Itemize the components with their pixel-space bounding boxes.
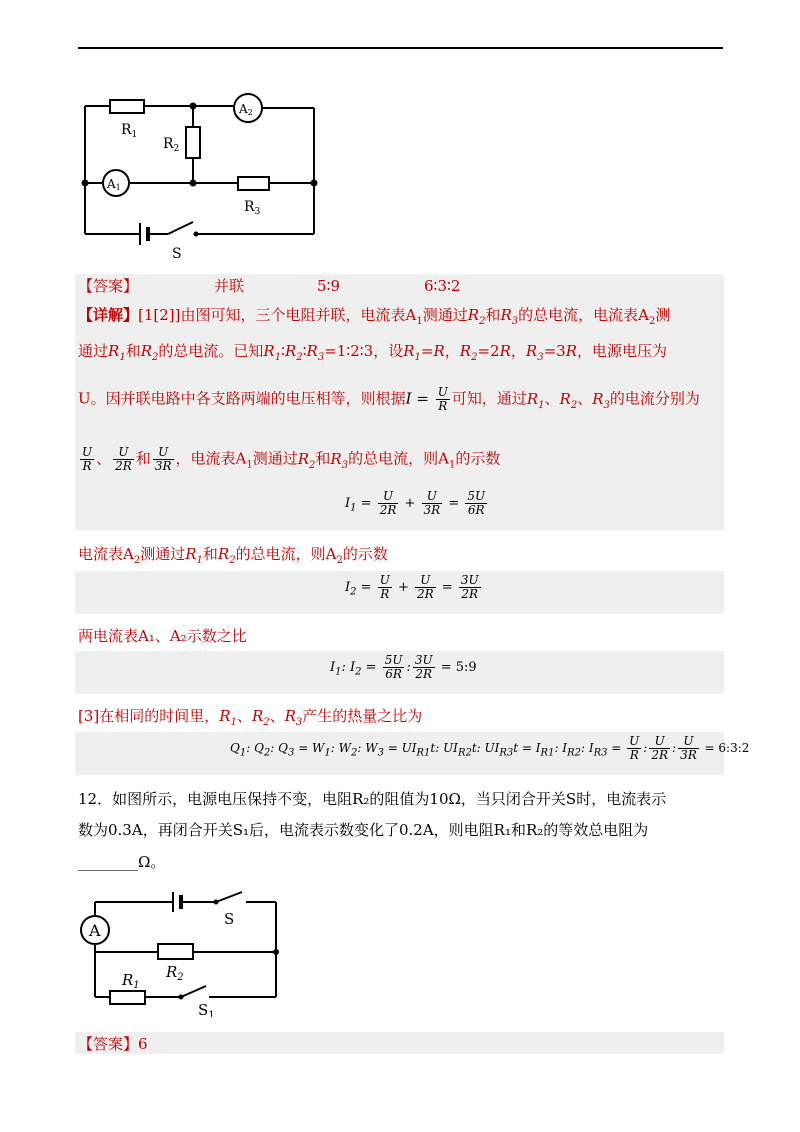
answer-2-label: 【答案】 — [78, 1035, 139, 1053]
ammeter-a-label: A — [89, 921, 101, 940]
a2-label: A2 — [239, 102, 253, 117]
r2-label: $R_2$ — [163, 136, 180, 154]
a1-label: A1 — [107, 177, 121, 192]
ratio-result: 5:9 — [455, 660, 477, 675]
answer-value-1: 并联 — [214, 277, 245, 295]
detail-label: 【详解】 — [78, 306, 139, 324]
switch-s-label: S — [224, 910, 235, 928]
detail-line-1: 【详解】[1[2]]由图可知，三个电阻并联，电流表$A_1$测通过$R_2$和$R_3$的总电流，电流表$A_2$测 — [78, 306, 671, 327]
detail-line-2: 通过$R_1$和$R_2$的总电流。已知$R_1∶R_2∶R_3=1∶2∶3$，设$R_1=R$，$R_2=2R$，$R_3=3R$，电源电压为 — [78, 342, 668, 363]
answer-2 — [78, 1034, 148, 1054]
answer-1 — [78, 276, 461, 296]
r1-label-2: $R_1$ — [122, 971, 140, 991]
answer-label: 【答案】 — [78, 277, 139, 295]
q12-line-3: ________Ω。 — [78, 853, 166, 871]
q12-line-2: 数为0.3A，再闭合开关S₁后，电流表示数变化了0.2A，则电阻R₁和R₂的等效总电阻为 — [78, 821, 649, 839]
ratio-text: 两电流表A₁、A₂示数之比 — [78, 627, 247, 645]
answer-value-3: 6∶3∶2 — [424, 277, 461, 295]
header-rule — [78, 47, 723, 49]
answer-2-value: 6 — [138, 1035, 148, 1053]
s-label: S — [172, 246, 182, 262]
r1-label: $R_1$ — [121, 122, 138, 140]
circuit-diagram-1 — [78, 92, 328, 262]
r2-label-2: $R_2$ — [166, 963, 184, 983]
equation-i1: $I_1$ = $\frac{U}{2R}$ + $\frac{U}{3R}$ = $\frac{5U}{6R}$ — [345, 489, 486, 517]
detail-line-4: $\frac{U}{R}$ 、 $\frac{U}{2R}$ 和 $\frac{U}{3R}$ ，电流表$A_1$测通过$R_2$和$R_3$的总电流，则$A_1$的示数 — [82, 445, 501, 473]
heat-text: [3]在相同的时间里，$R_1$、$R_2$、$R_3$产生的热量之比为 — [78, 707, 423, 728]
answer-2-block — [75, 1032, 724, 1054]
equation-ratio: $I_1$: $I_2$ = $\frac{5U}{6R}$ : $\frac{3U}{2R}$ = 5:9 — [330, 653, 477, 681]
switch-s1-label: $S_1$ — [198, 1001, 215, 1017]
circuit-diagram-2 — [78, 882, 283, 1017]
r3-label: $R_3$ — [244, 199, 261, 217]
q12-line-1: 12．如图所示，电源电压保持不变，电阻R₂的阻值为10Ω，当只闭合开关S时，电流表示 — [78, 790, 667, 808]
equation-heat: $Q_1$: $Q_2$: $Q_3 = W_1$: $W_2$: $W_3 = UI_{R1}t$: $UI_{R2}t$: $UI_{R3}t = I_{R1}$: $I_{R2}$: $I_{R3}$ = $\frac{U}{R}$ : $\frac{U}{2R}$ : $\frac{U}{3R}$ = 6:3:2 — [230, 734, 750, 762]
heat-ratio-result: 6:3:2 — [718, 741, 750, 755]
detail-line-3: U。因并联电路中各支路两端的电压相等，则根据I = $\frac{U}{R}$ 可知，通过$R_1$、$R_2$、$R_3$的电流分别为 — [78, 385, 700, 413]
a2-text: 电流表$A_2$测通过$R_1$和$R_2$的总电流，则$A_2$的示数 — [78, 545, 388, 566]
equation-i2: $I_2$ = $\frac{U}{R}$ + $\frac{U}{2R}$ = $\frac{3U}{2R}$ — [345, 573, 479, 601]
answer-value-2: 5∶9 — [317, 277, 340, 295]
